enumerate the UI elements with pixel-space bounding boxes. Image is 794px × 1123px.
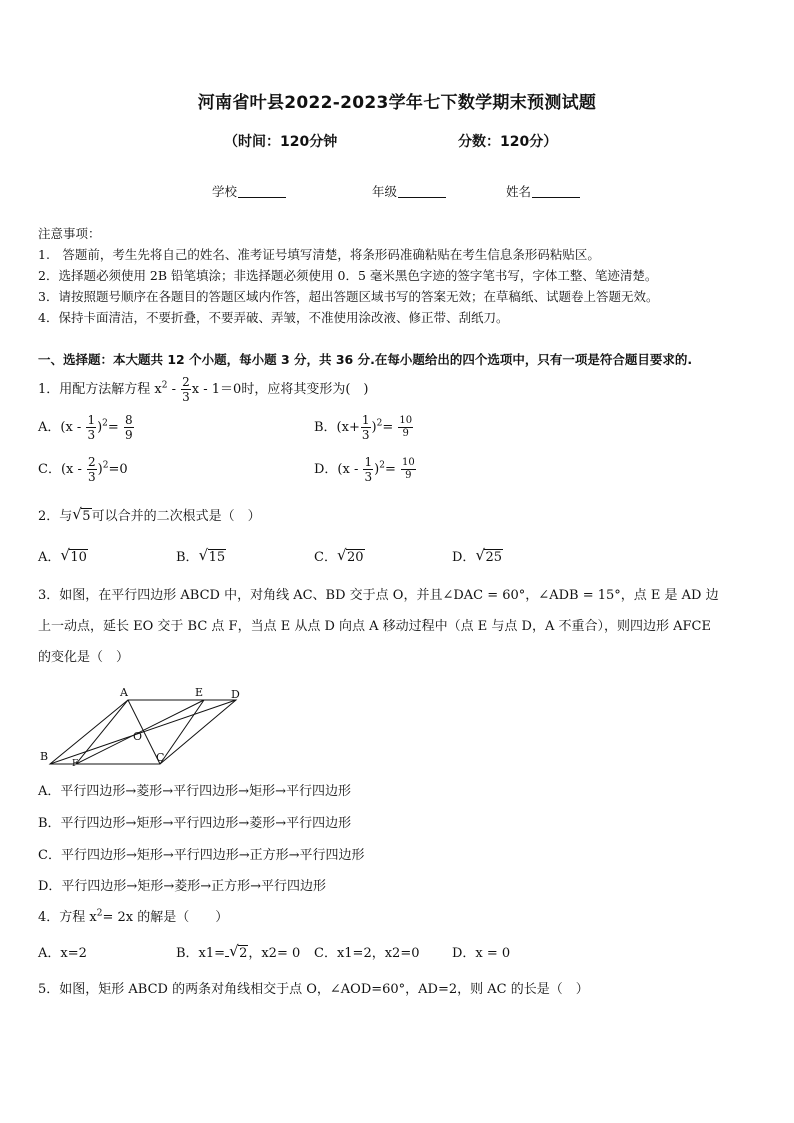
q2-option-a[interactable]: A． √ 10 <box>38 546 87 565</box>
q1-option-c[interactable]: C．(x - $\frac{2}{3}$ )$^2$=0 <box>38 455 128 484</box>
q2-option-d[interactable]: D． √ 25 <box>452 546 502 565</box>
q3-parallelogram-figure <box>36 684 248 768</box>
q3-stem-line3: 的变化是（ ） <box>38 650 130 665</box>
exam-score: 分数：120分） <box>458 134 558 150</box>
q1-stem: 1．用配方法解方程 $x^2$ - $\frac{2}{3}$ x - 1＝0时，应将其变形为( ) <box>38 375 369 404</box>
q4-stem: 4．方程 $x^2= 2x$ 的解是（ ） <box>38 908 229 925</box>
label-e: E <box>195 686 204 699</box>
q4-option-b[interactable]: B．x1= √ 2，x2= 0 <box>176 942 301 961</box>
q3-option-c[interactable]: C．平行四边形→矩形→平行四边形→正方形→平行四边形 <box>38 848 365 863</box>
name-field[interactable] <box>506 182 580 200</box>
q5-stem: 5．如图，矩形 ABCD 的两条对角线相交于点 O，∠AOD=60°，AD=2，则 AC 的长是（ ） <box>38 982 589 997</box>
notice-heading: 注意事项： <box>38 226 101 241</box>
q2-stem: 2．与 √ 5可以合并的二次根式是（ ） <box>38 505 261 524</box>
notice-item-4: 4．保持卡面清洁，不要折叠，不要弄破、弄皱，不准使用涂改液、修正带、刮纸刀。 <box>38 310 509 325</box>
section-heading: 一、选择题：本大题共 12 个小题，每小题 3 分，共 36 分.在每小题给出的四个选项中，只有一项是符合题目要求的. <box>38 352 693 367</box>
q3-option-a[interactable]: A．平行四边形→菱形→平行四边形→矩形→平行四边形 <box>38 784 351 799</box>
q3-stem-line2: 上一动点，延长 EO 交于 BC 点 F，当点 E 从点 D 向点 A 移动过程中（点 E 与点 D，A 不重合），则四边形 AFCE <box>38 619 711 634</box>
q4-option-c[interactable]: C．x1=2，x2=0 <box>314 946 420 961</box>
q4-option-a[interactable]: A．x=2 <box>38 946 87 961</box>
label-o: O <box>133 730 143 743</box>
q2-option-c[interactable]: C． √ 20 <box>314 546 364 565</box>
q2-option-b[interactable]: B． √ 15 <box>176 546 226 565</box>
school-label: 学校 <box>212 184 238 199</box>
q1-option-b[interactable]: B．(x+ $\frac{1}{3}$ )$^2$= $\frac{10}{9}$ <box>314 413 413 442</box>
school-blank[interactable] <box>238 185 286 198</box>
grade-field[interactable] <box>372 182 446 200</box>
name-label: 姓名 <box>506 184 532 199</box>
exam-time: （时间：120分钟 <box>224 134 338 150</box>
grade-label: 年级 <box>372 184 398 199</box>
label-a: A <box>120 686 128 699</box>
diagonal-bd <box>50 700 236 764</box>
q3-option-b[interactable]: B．平行四边形→矩形→平行四边形→菱形→平行四边形 <box>38 816 352 831</box>
label-f: F <box>72 759 79 768</box>
exam-title: 河南省叶县2022-2023学年七下数学期末预测试题 <box>197 93 597 113</box>
notice-item-1: 1. 答题前，考生先将自己的姓名、准考证号填写清楚，将条形码准确粘贴在考生信息条形码粘贴区。 <box>38 247 600 262</box>
label-c: C <box>156 751 165 764</box>
notice-item-3: 3．请按照题号顺序在各题目的答题区域内作答，超出答题区域书写的答案无效；在草稿纸、试题卷上答题无效。 <box>38 289 659 304</box>
q4-option-d[interactable]: D．x = 0 <box>452 946 511 961</box>
grade-blank[interactable] <box>398 185 446 198</box>
segment-af <box>76 700 128 764</box>
label-b: B <box>40 750 49 763</box>
q1-option-d[interactable]: D．(x - $\frac{1}{3}$ )$^2$= $\frac{10}{9}$ <box>314 455 415 484</box>
label-d: D <box>231 688 240 701</box>
notice-item-2: 2．选择题必须使用 2B 铅笔填涂；非选择题必须使用 0．5 毫米黑色字迹的签字笔书写，字体工整、笔迹清楚。 <box>38 268 658 283</box>
q3-stem-line1: 3．如图，在平行四边形 ABCD 中，对角线 AC、BD 交于点 O，并且∠DAC = 60°，∠ADB = 15°，点 E 是 AD 边 <box>38 588 719 603</box>
school-field[interactable] <box>212 182 286 200</box>
q1-option-a[interactable]: A．(x - $\frac{1}{3}$ )$^2$= $\frac{8}{9}$ <box>38 413 133 442</box>
sqrt-icon: √ 5 <box>72 505 91 524</box>
name-blank[interactable] <box>532 185 580 198</box>
q3-option-d[interactable]: D．平行四边形→矩形→菱形→正方形→平行四边形 <box>38 879 326 894</box>
